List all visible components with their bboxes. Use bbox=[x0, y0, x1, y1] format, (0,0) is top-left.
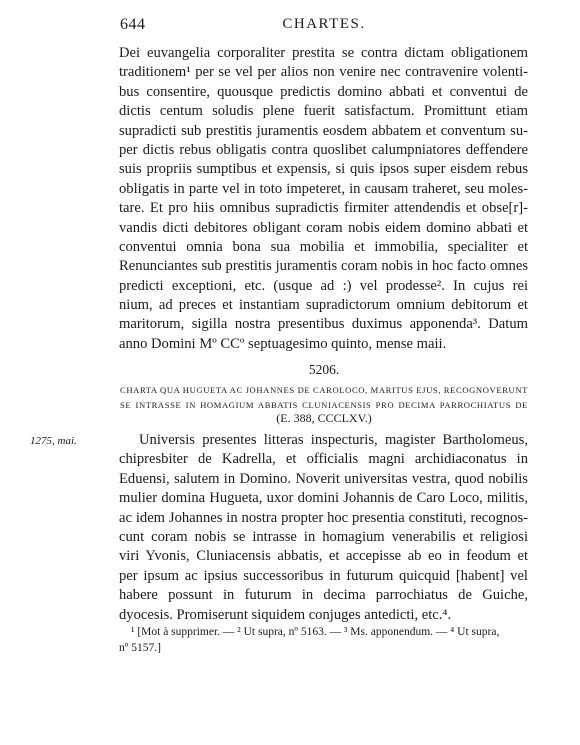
charter-number: 5206. bbox=[308, 362, 340, 377]
rubric-line: SE INTRASSE IN HOMAGIUM ABBATIS CLUNIACENSIS PRO DECIMA PARROCHIATUS DE bbox=[120, 400, 528, 410]
text-line: Eduensi, salutem in Domino. Noverit universitas vestra, quod nobilis bbox=[119, 470, 528, 487]
rubric-line: CHARTA QUA HUGUETA AC JOHANNES DE CAROLOCO, MARITUS EJUS, RECOGNOVERUNT bbox=[120, 385, 528, 395]
text-line: vandis dicti debitores obligant coram nobis eidem domino abbati et bbox=[119, 219, 528, 236]
text-line: Universis presentes litteras inspecturis, magister Bartholomeus, bbox=[139, 432, 528, 448]
text-line: per ipsum ac ipsius successoribus in futurum quicquid [habent] vel bbox=[119, 567, 528, 584]
text-line: predicti exceptioni, etc. (usque ad :) vel prodesse². In cujus rei bbox=[119, 277, 528, 294]
text-line: mulier domina Hugueta, uxor domini Johannis de Caro Loco, militis, bbox=[119, 490, 528, 507]
text-line: chipresbiter de Kadrella, et officialis magni archidiaconatus in bbox=[119, 451, 528, 468]
previous-charter-text bbox=[119, 44, 528, 354]
text-line: supradicti sub prestitis juramentis eosdem abbatem et conventum su- bbox=[119, 122, 528, 139]
text-line: dyocesis. Promiserunt siquidem conjuges antedicti, etc.⁴. bbox=[119, 606, 452, 623]
footnote-line: ¹ [Mot à supprimer. — ² Ut supra, nº 5163. — ³ Ms. apponendum. — ⁴ Ut supra, bbox=[131, 626, 500, 638]
text-line: conventui omnia bona sua mobilia et immobilia, specialiter et bbox=[119, 238, 528, 255]
text-line: bus consentire, quousque predictis domino abbati et conventui de bbox=[119, 83, 528, 100]
text-line: traditionem¹ per se vel per alios non venire nec contravenire volenti- bbox=[119, 64, 528, 81]
text-line: tare. Et pro hiis omnibus supradictis firmiter attendendis et obse[r]- bbox=[119, 200, 528, 217]
charter-rubric bbox=[120, 383, 528, 413]
page-number: 644 bbox=[120, 16, 146, 33]
charter-text bbox=[119, 431, 528, 625]
text-line: suis propriis sumptibus et expensis, si quis ipsos super eisdem rebus bbox=[119, 161, 528, 178]
text-line: viri Yvonis, Cluniacensis abbatis, et accepisse ab eo in feodum et bbox=[119, 548, 528, 565]
text-line: Dei euvangelia corporaliter prestita se contra dictam obligationem bbox=[119, 45, 528, 61]
running-title: CHARTES. bbox=[282, 16, 366, 32]
footnote-line: nº 5157.] bbox=[119, 642, 161, 654]
text-line: cunt coram nobis se intrasse in homagium venerabilis et religiosi bbox=[119, 528, 528, 545]
text-line: per dictis rebus obligatis contra quoslibet calumpniatores deffendere bbox=[119, 141, 528, 158]
text-line: maritorum, sigilla nostra presentibus duximus apponenda³. Datum bbox=[119, 316, 528, 333]
text-line: nium, ad preces et instantiam supradictorum omnium debitorum et bbox=[119, 297, 528, 314]
text-line: Renunciantes sub prestitis juramentis coram nobis in hoc facto omnes bbox=[119, 258, 528, 275]
margin-date: 1275, mai. bbox=[30, 435, 77, 447]
archive-reference: (E. 388, CCCLXV.) bbox=[276, 411, 372, 425]
page-header bbox=[120, 16, 528, 40]
text-line: obligatis in parte vel in toto impeteret, in causam traheret, seu moles- bbox=[119, 180, 528, 197]
text-line: dictis centum soludis plene fuerit satisfactum. Promittunt etiam bbox=[119, 103, 528, 120]
text-line: anno Domini Mº CCº septuagesimo quinto, mense maii. bbox=[119, 335, 447, 352]
text-line: ac idem Johannes in nostra propter hoc presentia constituti, recognos- bbox=[119, 509, 528, 526]
footnotes bbox=[119, 624, 528, 656]
text-line: habere possunt in futurum in decima parrochiatus de Guiche, bbox=[119, 587, 528, 604]
